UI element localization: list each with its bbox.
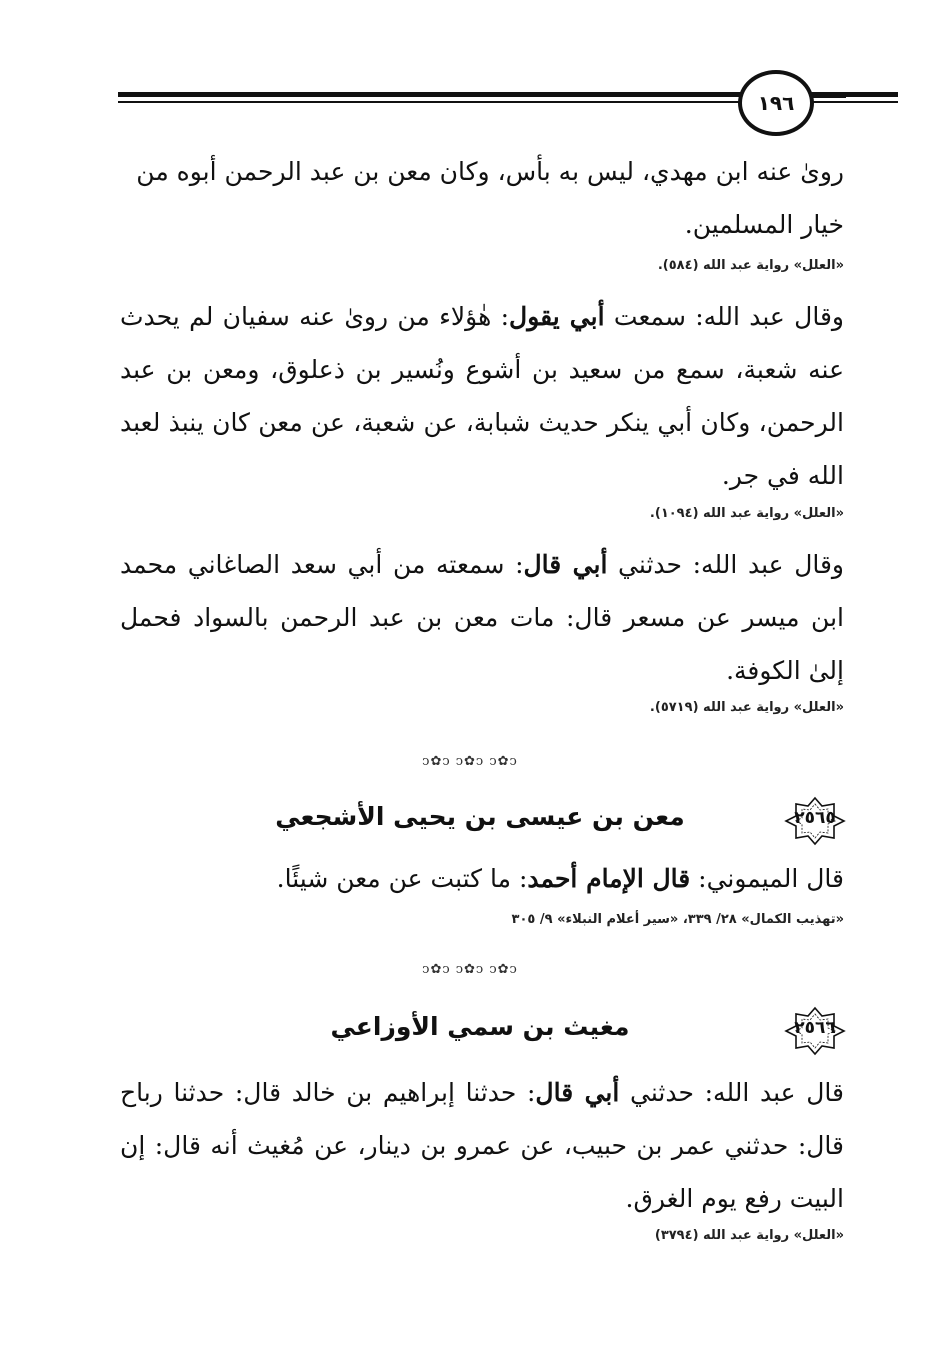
- source-citation-3: «العلل» رواية عبد الله (٥٧١٩).: [649, 700, 844, 715]
- paragraph-5-body: : حدثنا إبراهيم بن خالد قال: حدثنا رباح قال: حدثني عمر بن حبيب، عن عمرو بن دينار، عن مُغيث أنه قال: إن البيت رفع يوم الغرق.: [120, 1078, 844, 1213]
- paragraph-5-intro: قال عبد الله: حدثني: [619, 1078, 844, 1107]
- paragraph-3-intro: وقال عبد الله: حدثني: [607, 550, 844, 579]
- section-divider-ornament: ↄ✿ↄ ↄ✿ↄ ↄ✿ↄ: [422, 962, 518, 977]
- paragraph-2-emphasis: أبي يقول: [509, 302, 605, 331]
- entry-number: ٢٥٦٦: [794, 1018, 836, 1038]
- paragraph-3: [120, 538, 844, 697]
- source-citation-2: «العلل» رواية عبد الله (١٠٩٤).: [649, 506, 844, 521]
- paragraph-4-emphasis: قال الإمام أحمد: [527, 864, 691, 893]
- paragraph-5-emphasis: أبي قال: [535, 1078, 620, 1107]
- section-divider-ornament: ↄ✿ↄ ↄ✿ↄ ↄ✿ↄ: [422, 754, 518, 769]
- paragraph-2-body: : هٰؤلاء من رویٰ عنه سفيان لم يحدث عنه شعبة، سمع من سعيد بن أشوع ونُسير بن ذعلوق، ومعن بن عبد الرحمن، وكان أبي ينكر حديث شبابة، عن شعبة، عن معن كان ينبذ لعبد الله في جر.: [120, 302, 844, 490]
- paragraph-5: [120, 1066, 844, 1225]
- page-number: ١٩٦: [738, 70, 814, 136]
- entry-title: معن بن عيسى بن يحيى الأشجعي: [275, 802, 685, 831]
- paragraph-3-emphasis: أبي قال: [523, 550, 608, 579]
- paragraph-1-line-2: خيار المسلمين.: [684, 210, 844, 239]
- header-rule-tail: [812, 94, 846, 98]
- paragraph-1-line-1: رویٰ عنه ابن مهدي، ليس به بأس، وكان معن بن عبد الرحمن أبوه من: [136, 157, 844, 186]
- paragraph-3-body: : سمعته من أبي سعد الصاغاني محمد ابن ميسر عن مسعر قال: مات معن بن عبد الرحمن بالسواد فحمل إلىٰ الكوفة.: [120, 550, 844, 685]
- paragraph-2-intro: وقال عبد الله: سمعت: [604, 302, 844, 331]
- entry-number-badge: [782, 796, 848, 846]
- entry-title: مغيث بن سمي الأوزاعي: [330, 1012, 630, 1041]
- entry-number-badge: [782, 1006, 848, 1056]
- paragraph-4-intro: قال الميموني:: [690, 864, 844, 893]
- source-citation-1: «العلل» رواية عبد الله (٥٨٤).: [657, 258, 844, 273]
- paragraph-4-body: : ما كتبت عن معن شيئًا.: [276, 864, 528, 893]
- paragraph-1: [120, 145, 844, 251]
- entry-number: ٢٥٦٥: [794, 808, 836, 828]
- source-citation-5: «العلل» رواية عبد الله (٣٧٩٤): [654, 1228, 844, 1243]
- source-citation-4: «تهذيب الكمال» ٢٨/ ٣٣٩، «سير أعلام النبلاء» ٩/ ٣٠٥: [511, 912, 844, 927]
- paragraph-4: [120, 852, 844, 905]
- paragraph-2: [120, 290, 844, 502]
